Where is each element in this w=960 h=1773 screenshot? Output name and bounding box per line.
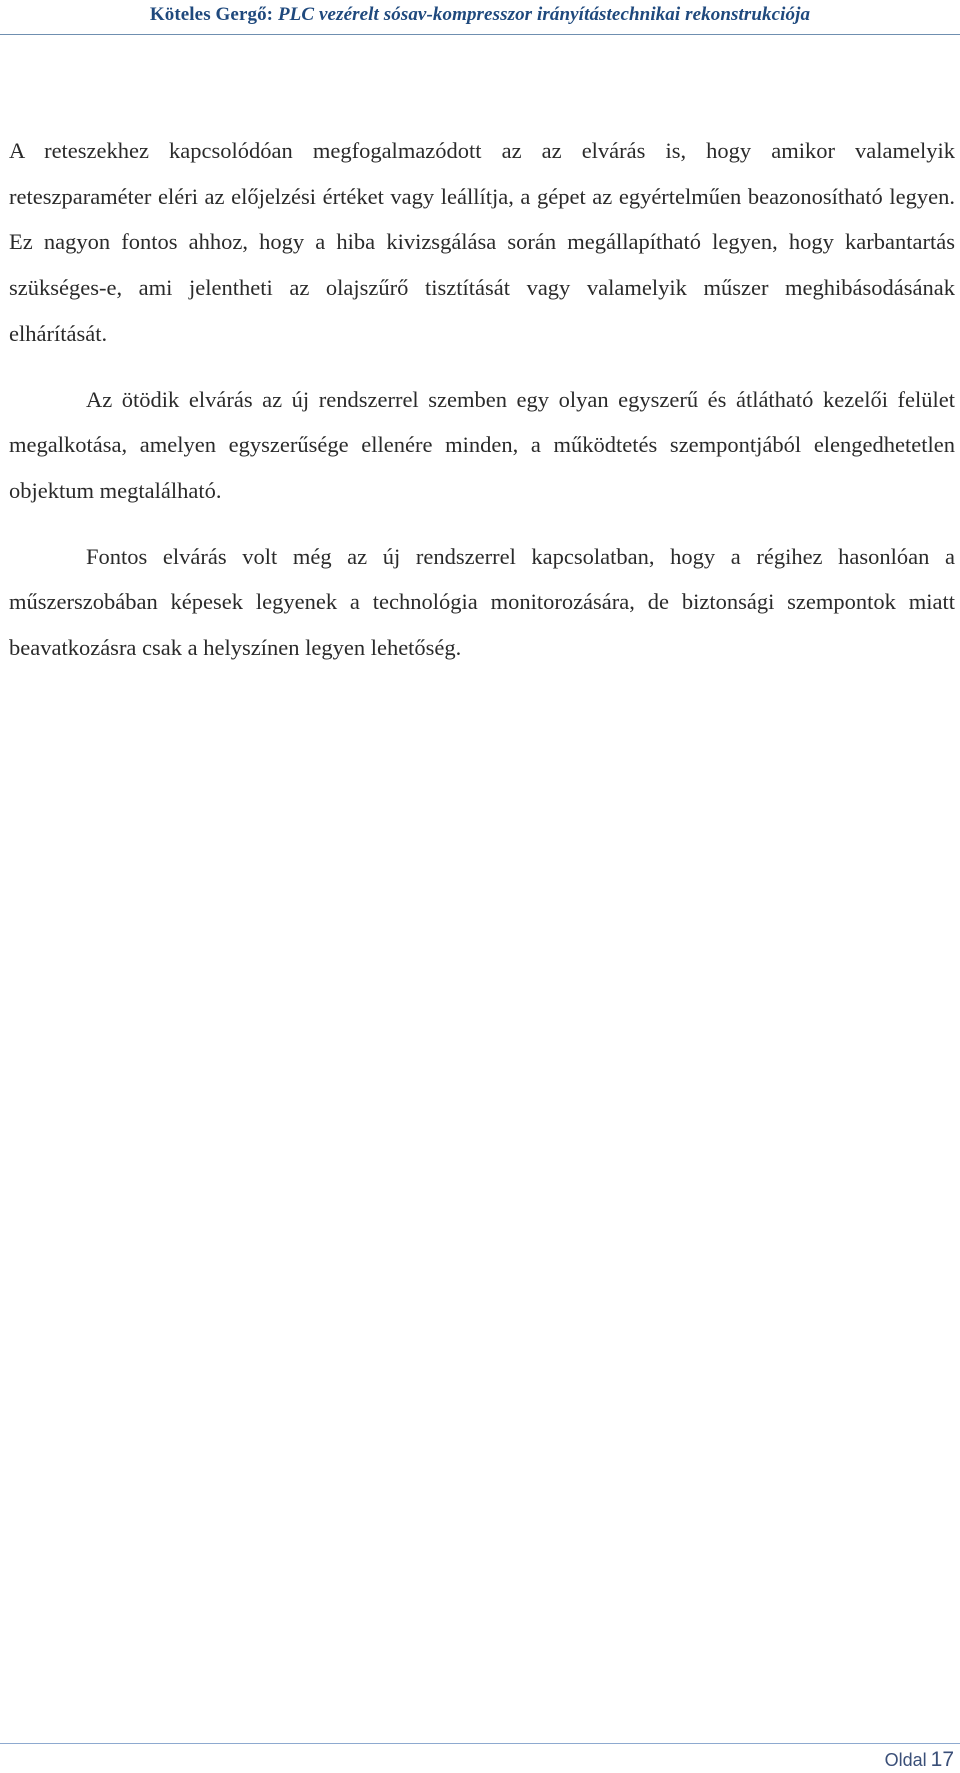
page-number-value: 17 bbox=[930, 1748, 954, 1771]
running-header-text bbox=[150, 4, 810, 26]
running-header bbox=[0, 0, 960, 35]
footer-rule bbox=[0, 1743, 960, 1744]
header-title: PLC vezérelt sósav-kompresszor irányítástechnikai rekonstrukciója bbox=[277, 4, 811, 25]
page-number bbox=[885, 1748, 954, 1772]
paragraph: Az ötödik elvárás az új rendszerrel szemben egy olyan egyszerű és átlátható kezelői felület megalkotása, amelyen egyszerűsége ellenére minden, a működtetés szempontjából elengedhetetlen objektum megtalálható. bbox=[9, 386, 955, 503]
paragraph: A reteszekhez kapcsolódóan megfogalmazódott az az elvárás is, hogy amikor valamelyik reteszparaméter eléri az előjelzési értéket vagy leállítja, a gépet az egyértelműen beazonosítható legyen. Ez nagyon fontos ahhoz, hogy a hiba kivizsgálása során megállapítható legyen, hogy karbantartás szükséges-e, ami jelentheti az olajszűrő tisztítását vagy valamelyik műszer meghibásodásának elhárítását. bbox=[9, 138, 955, 346]
page-number-label: Oldal bbox=[884, 1750, 927, 1770]
paragraph: Fontos elvárás volt még az új rendszerrel kapcsolatban, hogy a régihez hasonlóan a műszerszobában képesek legyenek a technológia monitorozására, de biztonsági szempontok miatt beavatkozásra csak a helyszínen legyen lehetőség. bbox=[9, 543, 955, 661]
body-text bbox=[9, 128, 955, 691]
header-author: Köteles Gergő: bbox=[149, 4, 278, 25]
